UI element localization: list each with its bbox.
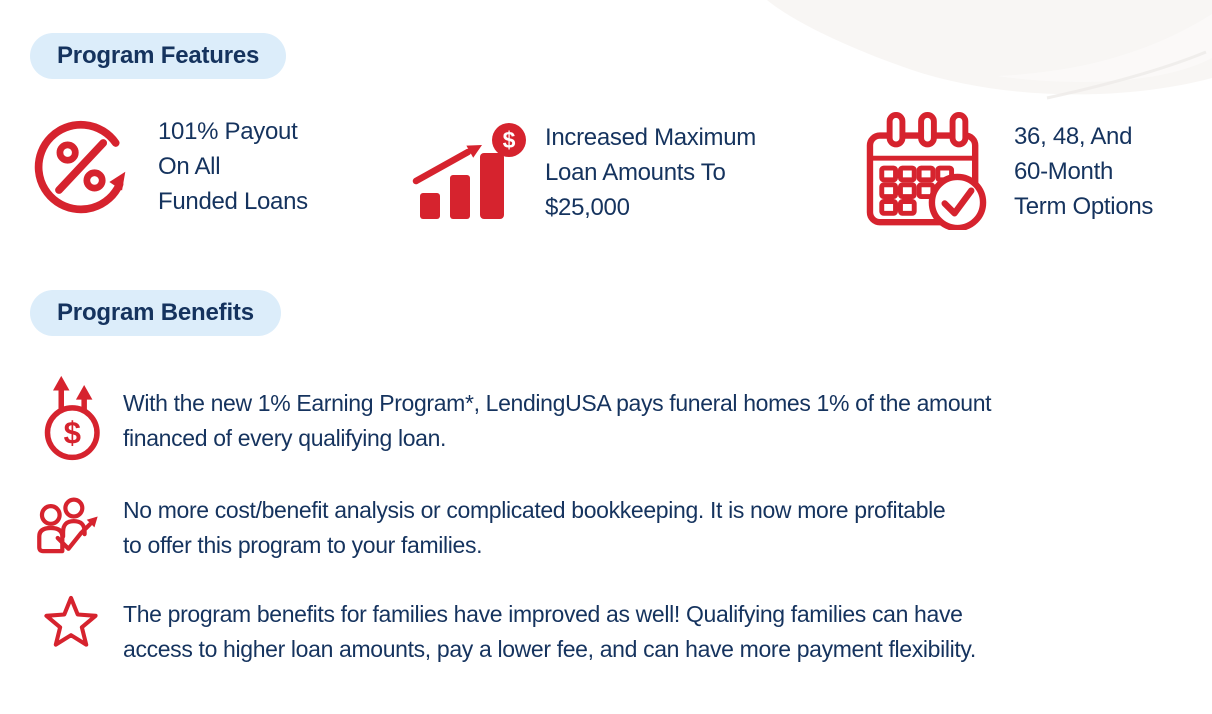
program-benefits-title: Program Benefits — [57, 299, 254, 326]
benefit-item-family-benefits — [0, 590, 1212, 700]
benefit-text-line: The program benefits for families have improved as well! Qualifying families can have — [123, 601, 963, 627]
program-features-badge — [30, 33, 286, 79]
feature-item-loan-amount — [412, 120, 756, 225]
feature-text-line: 60-Month — [1014, 157, 1113, 185]
feature-text-line: 36, 48, And — [1014, 122, 1133, 150]
feature-text — [158, 114, 308, 219]
star-icon — [40, 594, 102, 655]
feature-text — [1014, 119, 1153, 224]
feature-text-line: Increased Maximum — [545, 124, 756, 151]
feature-item-payout — [33, 114, 308, 219]
background-wave-decoration — [742, 0, 1212, 115]
percent-cycle-icon — [33, 117, 133, 217]
feature-item-terms — [866, 112, 1153, 230]
benefit-text-line: financed of every qualifying loan. — [123, 425, 447, 451]
benefit-text-line: access to higher loan amounts, pay a lower fee, and can have more payment flexibility. — [123, 636, 976, 662]
feature-text-line: 101% Payout — [158, 118, 298, 145]
benefit-text — [123, 597, 976, 667]
benefit-item-earning-program — [0, 372, 1212, 485]
benefit-text-line: No more cost/benefit analysis or complicated bookkeeping. It is now more profitable — [123, 497, 946, 523]
feature-text-line: Funded Loans — [158, 188, 308, 215]
feature-text-line: $25,000 — [545, 194, 630, 221]
bar-chart-dollar-icon — [412, 123, 530, 223]
benefit-text-line: With the new 1% Earning Program*, LendingUSA pays funeral homes 1% of the amount — [123, 390, 992, 416]
benefit-text-line: to offer this program to your families. — [123, 532, 483, 558]
program-features-title: Program Features — [57, 42, 260, 69]
feature-text-line: Loan Amounts To — [545, 159, 726, 186]
dollar-glyph: $ — [63, 415, 81, 451]
feature-text — [545, 120, 756, 225]
dollar-glyph: $ — [502, 126, 516, 153]
program-benefits-badge — [30, 290, 281, 336]
feature-text-line: Term Options — [1014, 192, 1154, 220]
benefit-item-profitability — [0, 485, 1212, 590]
benefit-text — [123, 386, 991, 456]
people-growth-arrow-icon — [33, 495, 107, 558]
coin-rising-arrows-icon — [42, 374, 108, 462]
benefit-text — [123, 493, 945, 563]
feature-text-line: On All — [158, 153, 221, 180]
calendar-check-icon — [866, 112, 988, 230]
